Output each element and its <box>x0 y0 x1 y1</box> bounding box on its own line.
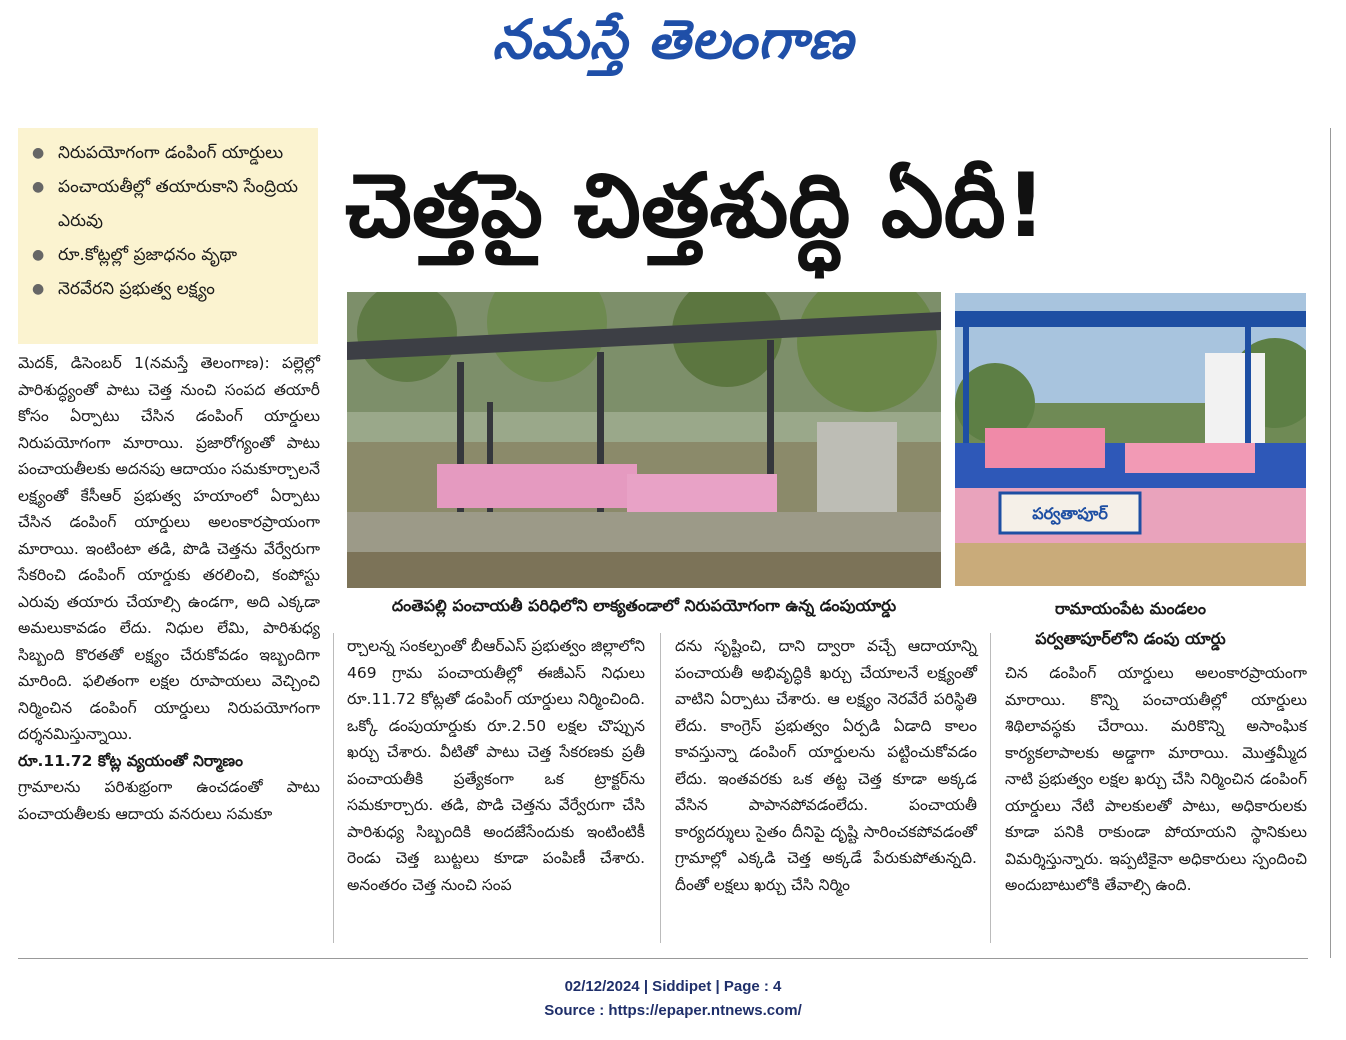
footer-divider <box>18 958 1308 959</box>
article-paragraph: ర్చాలన్న సంకల్పంతో బీఆర్‌ఎస్‌ ప్రభుత్వం జిల్లాలోని 469 గ్రామ పంచాయతీల్లో ఈజీఎస్‌ నిధులు రూ.11.72 కోట్లతో డంపింగ్‌ యార్డులు నిర్మించింది. ఒక్కో డంపుయార్డుకు రూ.2.50 లక్షల చొప్పున ఖర్చు చేశారు. వీటితో పాటు చెత్త సేకరణకు ప్రతీ పంచాయతీకి ప్రత్యేకంగా ఒక ట్రాక్టర్‌ను సమకూర్చారు. తడి, పొడి చెత్తను వేర్వేరుగా చేసి పారిశుధ్య సిబ్బందికి అందజేసేందుకు ఇంటింటికీ రెండు చెత్త బుట్టలు కూడా పంపిణీ చేశారు. అనంతరం చెత్త నుంచి సంప <box>347 637 645 894</box>
highlight-item: ● నెరవేరని ప్రభుత్వ లక్ష్యం <box>32 272 308 306</box>
photo-caption-right <box>955 594 1306 654</box>
column-separator <box>660 633 661 943</box>
bullet-icon: ● <box>32 145 45 161</box>
headline: చెత్తపై చిత్తశుద్ధి ఏదీ! <box>345 154 1046 257</box>
article-column-4 <box>1005 660 1307 899</box>
photo-sign-text: పర్వతాపూర్ <box>1032 504 1108 523</box>
photo-caption-right-line2: పర్వతాపూర్‌లోని డంపు యార్డు <box>1035 629 1226 648</box>
article-subheading: రూ.11.72 కోట్ల వ్యయంతో నిర్మాణం <box>18 751 243 770</box>
article-paragraph: గ్రామాలను పరిశుభ్రంగా ఉంచడంతో పాటు పంచాయతీలకు ఆదాయ వనరులు సమకూ <box>18 778 320 823</box>
article-column-3 <box>675 633 977 898</box>
highlight-item: ● రూ.కోట్లల్లో ప్రజాధనం వృథా <box>32 238 308 272</box>
footer-date-line: 02/12/2024 | Siddipet | Page : 4 <box>564 978 782 995</box>
dumping-yard-photo-left <box>347 292 941 588</box>
highlights-box <box>18 128 318 344</box>
photo-caption-right-line1: రామాయంపేట మండలం <box>1055 599 1206 618</box>
article-column-2 <box>347 633 645 898</box>
bullet-icon: ● <box>32 179 45 195</box>
footer-source-link[interactable]: Source : https://epaper.ntnews.com/ <box>544 1002 802 1019</box>
masthead-logo: నమస్తే తెలంగాణ <box>492 8 854 71</box>
article-paragraph: మెదక్‌, డిసెంబర్‌ 1(నమస్తే తెలంగాణ): పల్లెల్లో పారిశుద్ధ్యంతో పాటు చెత్త నుంచి సంపద తయారీ కోసం ఏర్పాటు చేసిన డంపింగ్‌ యార్డులు నిరుపయోగంగా మారాయి. ప్రజారోగ్యంతో పాటు పంచాయతీలకు అదనపు ఆదాయం సమకూర్చాలనే లక్ష్యంతో కేసీఆర్‌ ప్రభుత్వ హయాంలో ఏర్పాటు చేసిన డంపింగ్‌ యార్డులు అలంకారప్రాయంగా మారాయి. ఇంటింటా తడి, పొడి చెత్తను వేర్వేరుగా సేకరించి డంపింగ్‌ యార్డుకు తరలించి, కంపోస్టు ఎరువు తయారు చేయాల్సి ఉండగా, అది ఎక్కడా అమలుకావడం లేదు. నిధుల లేమి, పారిశుధ్య సిబ్బంది కొరతతో లక్ష్యం చేరుకోవడం ఇబ్బందిగా మారింది. ఫలితంగా లక్షల రూపాయలు వెచ్చించి నిర్మించిన డంపింగ్‌ యార్డులు నిరుపయోగంగా దర్శనమిస్తున్నాయి. <box>18 354 320 743</box>
dumping-yard-photo-right <box>955 293 1306 586</box>
photo-caption-left: దంతెపల్లి పంచాయతీ పరిధిలోని లాక్యతండాలో నిరుపయోగంగా ఉన్న డంపుయార్డు <box>391 596 897 615</box>
highlight-item: ● నిరుపయోగంగా డంపింగ్‌ యార్డులు <box>32 136 308 170</box>
article-paragraph: చిన డంపింగ్‌ యార్డులు అలంకారప్రాయంగా మారాయి. కొన్ని పంచాయతీల్లో యార్డులు శిథిలావస్థకు చేరాయి. మరికొన్ని అసాంఘిక కార్యకలాపాలకు అడ్డాగా మారాయి. మొత్తమ్మీద నాటి ప్రభుత్వం లక్షల ఖర్చు చేసి నిర్మించిన డంపింగ్‌ యార్డులు నేటి పాలకులతో పాటు, అధికారులకు కూడా పనికి రాకుండా పోయాయని స్థానికులు విమర్శిస్తున్నారు. ఇప్పటికైనా అధికారులు స్పందించి అందుబాటులోకి తేవాల్సి ఉంది. <box>1005 664 1307 894</box>
column-separator <box>990 633 991 943</box>
article-column-1 <box>18 350 320 827</box>
column-divider <box>1330 128 1331 958</box>
highlight-item: ● పంచాయతీల్లో తయారుకాని సేంద్రియ ఎరువు <box>32 170 308 238</box>
column-separator <box>333 633 334 943</box>
bullet-icon: ● <box>32 281 45 297</box>
article-paragraph: దను సృష్టించి, దాని ద్వారా వచ్చే ఆదాయాన్ని పంచాయతీ అభివృద్ధికి ఖర్చు చేయాలనే లక్ష్యంతో వాటిని ఏర్పాటు చేశారు. ఆ లక్ష్యం నెరవేరే పరిస్థితి లేదు. కాంగ్రెస్‌ ప్రభుత్వం ఏర్పడి ఏడాది కాలం కావస్తున్నా డంపింగ్‌ యార్డులను పట్టించుకోవడం లేదు. ఇంతవరకు ఒక తట్ట చెత్త కూడా అక్కడ వేసిన పాపానపోవడంలేదు. పంచాయతీ కార్యదర్శులు సైతం దీనిపై దృష్టి సారించకపోవడంతో గ్రామాల్లో ఎక్కడి చెత్త అక్కడే పేరుకుపోతున్నది. దీంతో లక్షలు ఖర్చు చేసి నిర్మిం <box>675 637 977 894</box>
bullet-icon: ● <box>32 247 45 263</box>
